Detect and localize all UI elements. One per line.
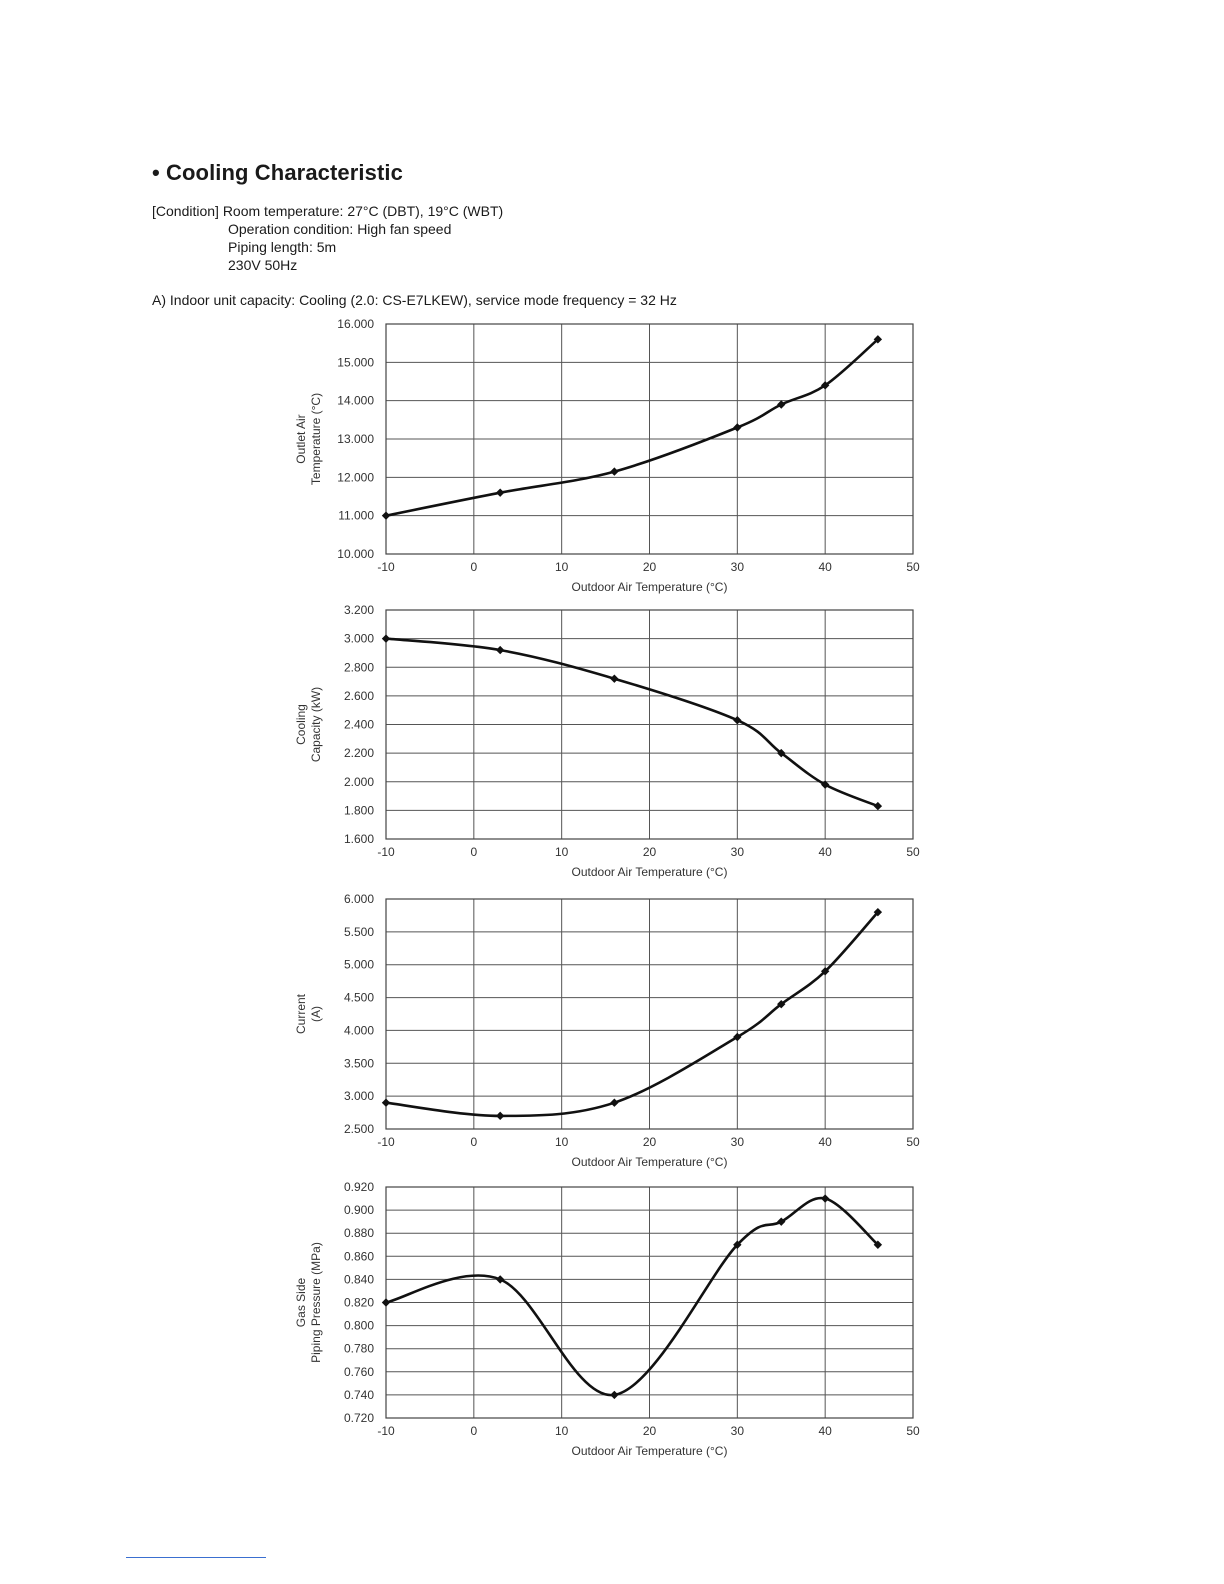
- x-tick-label: 0: [470, 1135, 478, 1149]
- y-tick-label: 2.600: [343, 688, 374, 703]
- x-tick-label: 50: [906, 1135, 920, 1149]
- y-tick-label: 5.000: [343, 957, 374, 972]
- y-tick-label: 14.000: [337, 393, 374, 408]
- x-tick-label: 10: [554, 1424, 569, 1438]
- y-tick-label: 12.000: [337, 470, 374, 485]
- data-point: [382, 1298, 390, 1306]
- x-tick-label: 10: [554, 845, 569, 859]
- outlet-air-temperature-chart: [294, 317, 920, 594]
- data-point: [610, 1099, 618, 1107]
- footer-divider: [126, 1557, 266, 1558]
- x-tick-label: 40: [818, 1424, 832, 1438]
- cooling-capacity-chart: [294, 603, 920, 879]
- y-tick-label: 5.500: [343, 924, 374, 939]
- y-tick-label: 2.500: [343, 1122, 374, 1136]
- x-tick-label: -10: [377, 1424, 395, 1438]
- section-title: A) Indoor unit capacity: Cooling (2.0: CS-E7LKEW), service mode frequency = 32 Hz: [152, 292, 677, 308]
- y-tick-label: 4.500: [343, 990, 374, 1005]
- y-tick-label: 1.600: [343, 832, 374, 846]
- y-tick-label: 0.820: [343, 1295, 374, 1310]
- series-line: [386, 912, 878, 1116]
- data-point: [874, 802, 882, 810]
- data-point: [382, 1099, 390, 1107]
- x-tick-label: 40: [818, 560, 832, 574]
- x-axis-label: Outdoor Air Temperature (°C): [571, 865, 728, 879]
- condition-room-temperature: [Condition] Room temperature: 27°C (DBT), 19°C (WBT): [152, 203, 504, 219]
- y-tick-label: 0.800: [343, 1318, 374, 1333]
- y-tick-label: 3.000: [343, 1089, 374, 1104]
- y-tick-label: 15.000: [337, 355, 374, 370]
- data-point: [496, 646, 504, 654]
- page-heading: • Cooling Characteristic: [152, 160, 403, 185]
- y-tick-label: 3.500: [343, 1056, 374, 1071]
- x-tick-label: 0: [470, 1424, 478, 1438]
- x-tick-label: 30: [730, 1424, 745, 1438]
- y-axis-label: (A): [309, 1006, 323, 1022]
- x-tick-label: -10: [377, 1135, 395, 1149]
- y-tick-label: 0.880: [343, 1226, 374, 1241]
- x-tick-label: -10: [377, 560, 395, 574]
- condition-piping-length: Piping length: 5m: [228, 239, 337, 255]
- data-point: [496, 1112, 504, 1120]
- y-tick-label: 13.000: [337, 432, 374, 446]
- x-tick-label: 30: [730, 1135, 745, 1149]
- y-axis-label: Current: [294, 993, 308, 1035]
- y-axis-label: Cooling: [294, 704, 308, 745]
- y-tick-label: 1.800: [343, 803, 374, 818]
- y-tick-label: 2.400: [343, 717, 374, 732]
- x-axis-label: Outdoor Air Temperature (°C): [571, 1155, 728, 1169]
- current-chart: [294, 892, 920, 1169]
- series-line: [386, 639, 878, 807]
- data-point: [821, 1194, 829, 1202]
- x-tick-label: 30: [730, 845, 745, 859]
- gas-side-piping-pressure-chart: [294, 1180, 920, 1458]
- condition-power-supply: 230V 50Hz: [228, 257, 298, 273]
- y-tick-label: 3.200: [343, 603, 374, 617]
- x-tick-label: 10: [554, 1135, 569, 1149]
- x-tick-label: 10: [554, 560, 569, 574]
- data-point: [610, 467, 618, 475]
- y-tick-label: 16.000: [337, 317, 374, 331]
- y-axis-label: Outlet Air: [294, 414, 308, 464]
- y-tick-label: 0.920: [343, 1180, 374, 1194]
- y-tick-label: 10.000: [337, 547, 374, 561]
- x-tick-label: 50: [906, 1424, 920, 1438]
- series-line: [386, 1198, 878, 1395]
- x-tick-label: 40: [818, 845, 832, 859]
- y-tick-label: 0.740: [343, 1387, 374, 1402]
- y-tick-label: 4.000: [343, 1023, 374, 1038]
- y-axis-label: Temperature (°C): [309, 392, 323, 486]
- y-axis-label: Piping Pressure (MPa): [309, 1242, 323, 1363]
- y-axis-label: Capacity (kW): [309, 686, 323, 763]
- data-point: [382, 634, 390, 642]
- y-tick-label: 3.000: [343, 631, 374, 646]
- x-tick-label: 30: [730, 560, 745, 574]
- data-point: [496, 1275, 504, 1283]
- data-point: [382, 511, 390, 519]
- series-line: [386, 339, 878, 515]
- y-tick-label: 0.720: [343, 1411, 374, 1425]
- x-axis-label: Outdoor Air Temperature (°C): [571, 1444, 728, 1458]
- x-tick-label: 0: [470, 560, 478, 574]
- data-point: [733, 716, 741, 724]
- condition-operation: Operation condition: High fan speed: [228, 221, 452, 237]
- x-tick-label: 20: [642, 1424, 657, 1438]
- y-axis-label: Gas Side: [294, 1277, 308, 1328]
- y-tick-label: 11.000: [338, 508, 374, 523]
- x-tick-label: 20: [642, 845, 657, 859]
- y-tick-label: 0.840: [343, 1272, 374, 1287]
- y-tick-label: 0.860: [343, 1249, 374, 1264]
- y-tick-label: 0.760: [343, 1364, 374, 1379]
- y-tick-label: 0.900: [343, 1203, 374, 1218]
- y-tick-label: 2.200: [343, 746, 374, 761]
- data-point: [610, 675, 618, 683]
- y-tick-label: 0.780: [343, 1341, 374, 1356]
- y-tick-label: 2.000: [343, 774, 374, 789]
- x-axis-label: Outdoor Air Temperature (°C): [571, 580, 728, 594]
- x-tick-label: -10: [377, 845, 395, 859]
- x-tick-label: 20: [642, 1135, 657, 1149]
- x-tick-label: 50: [906, 560, 920, 574]
- data-point: [496, 488, 504, 496]
- data-point: [733, 423, 741, 431]
- x-tick-label: 50: [906, 845, 920, 859]
- y-tick-label: 6.000: [343, 892, 374, 906]
- x-tick-label: 0: [470, 845, 478, 859]
- x-tick-label: 20: [642, 560, 657, 574]
- x-tick-label: 40: [818, 1135, 832, 1149]
- data-point: [610, 1391, 618, 1399]
- y-tick-label: 2.800: [343, 660, 374, 675]
